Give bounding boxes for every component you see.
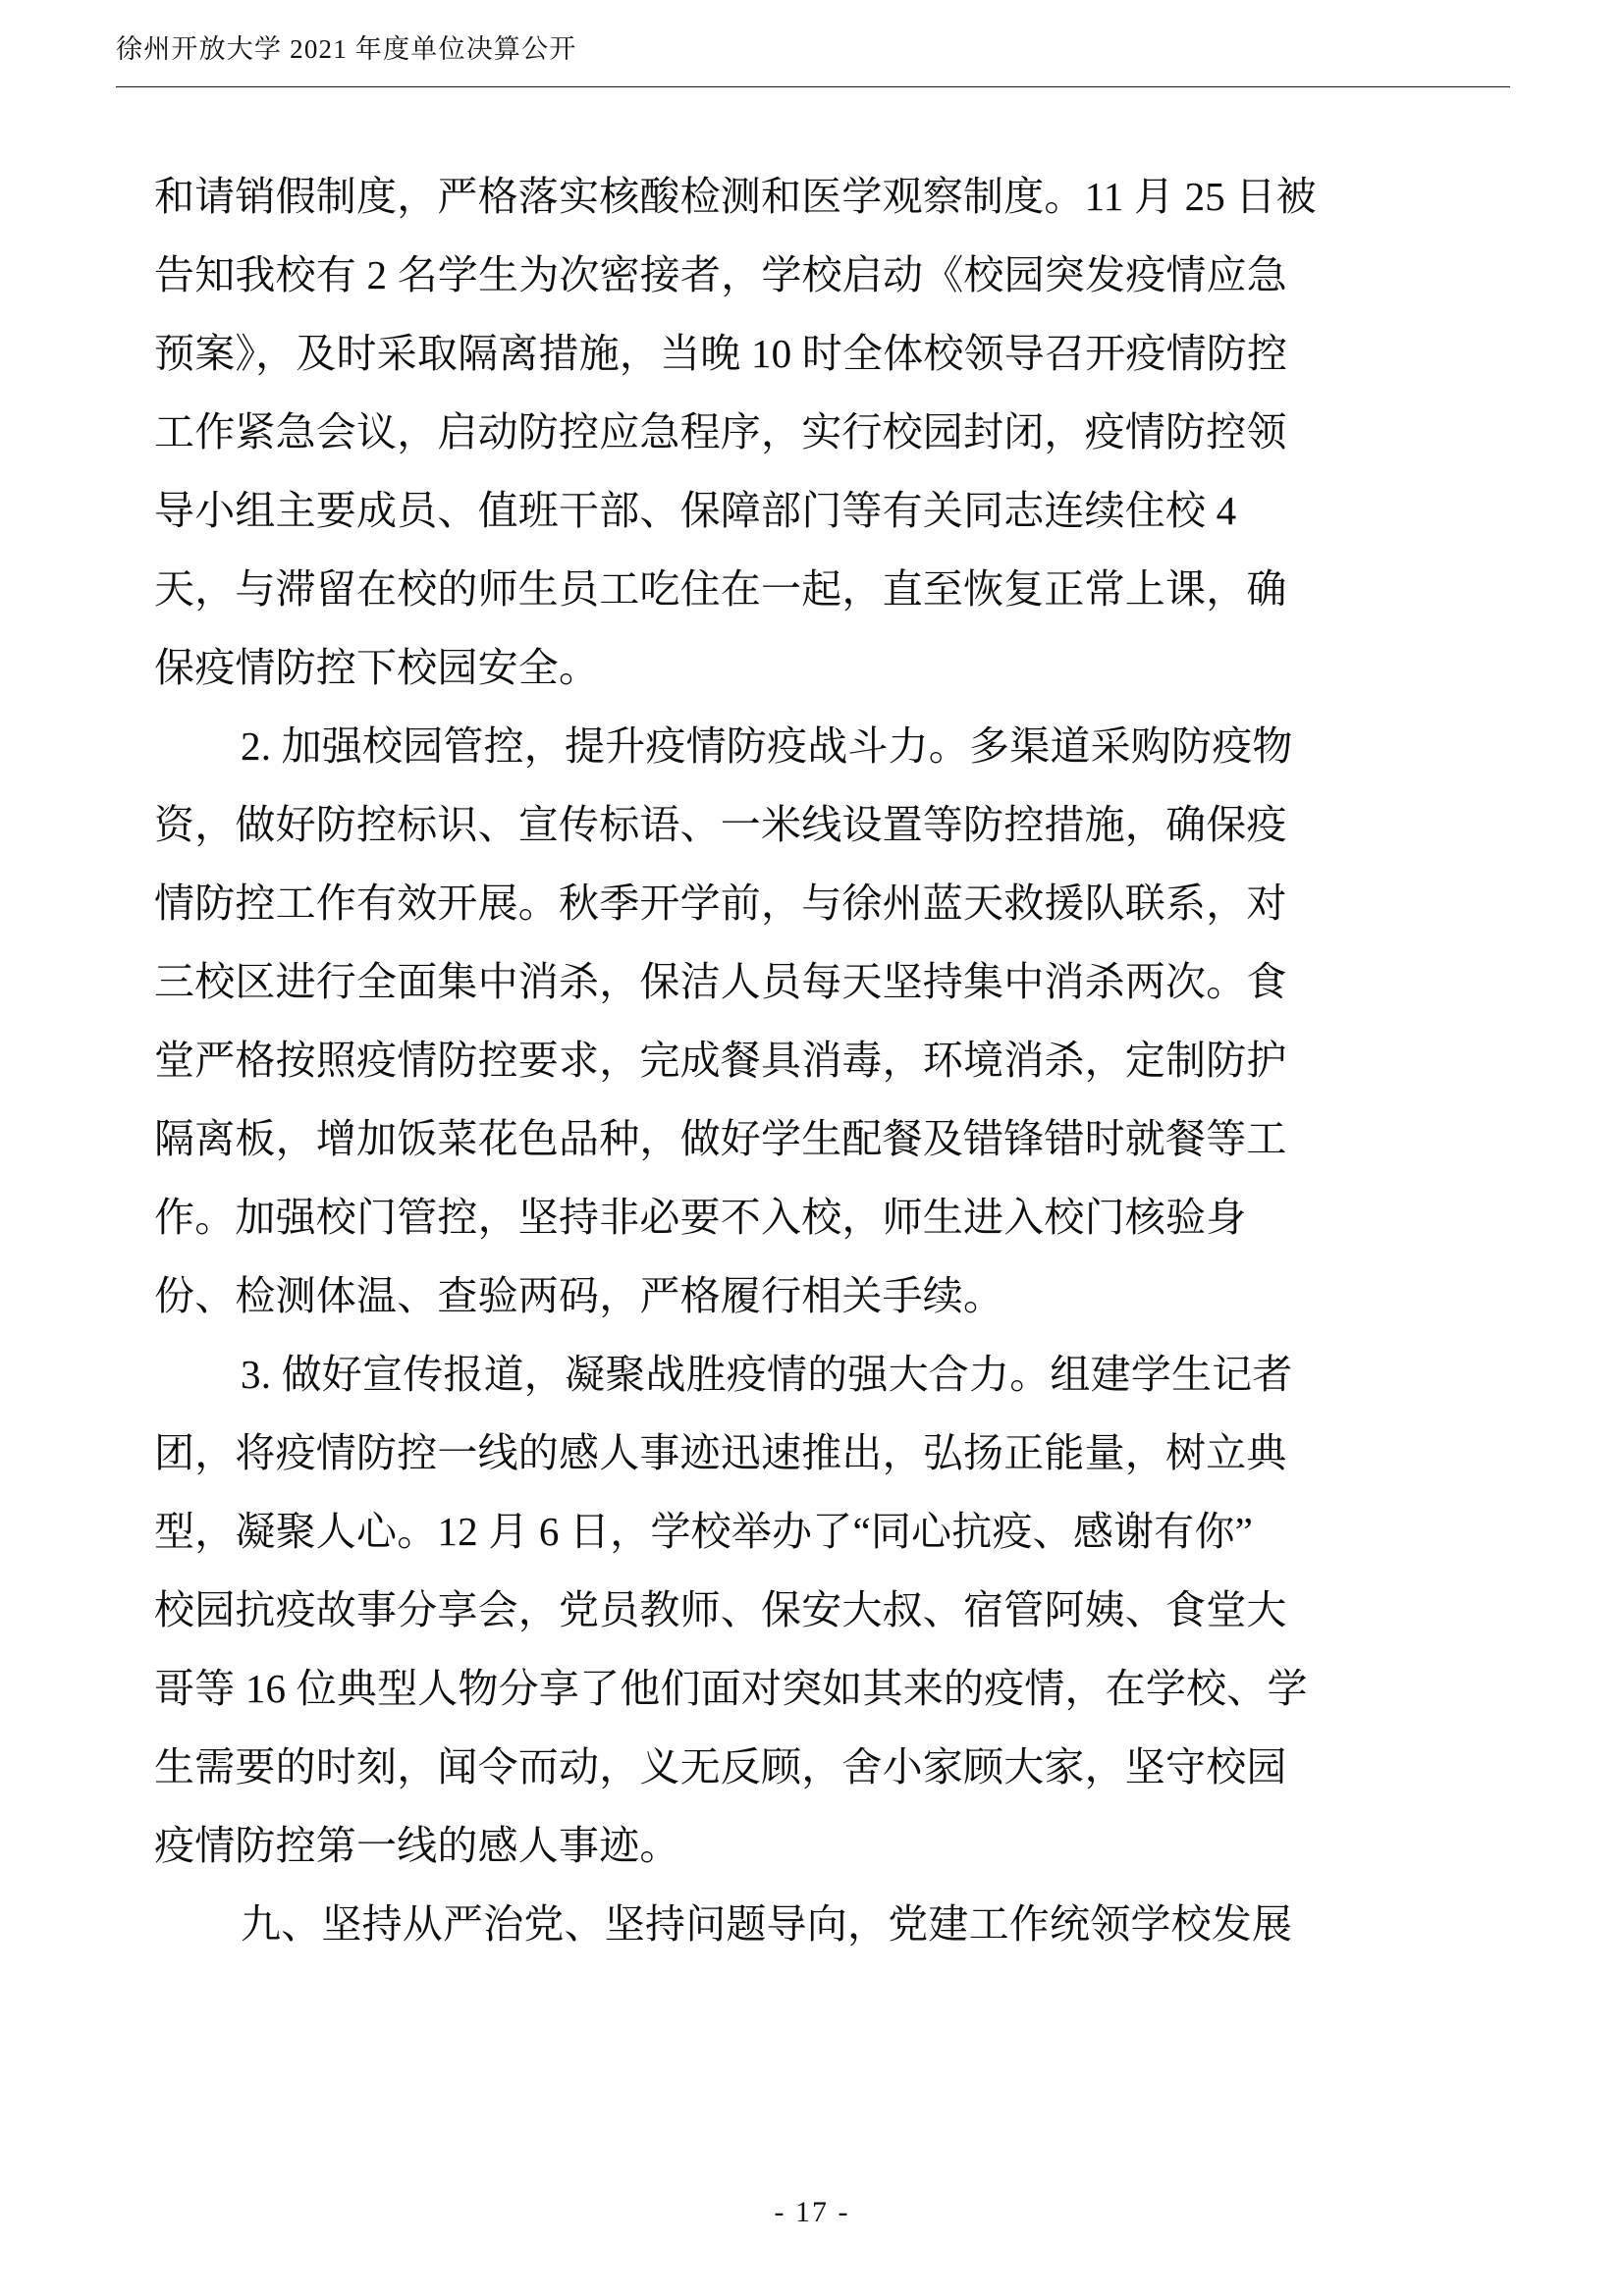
page-footer [0, 2196, 1624, 2229]
body-text-line: 疫情防控第一线的感人事迹。 [154, 1823, 680, 1868]
body-text-line: 生需要的时刻，闻令而动，义无反顾，舍小家顾大家，坚守校园 [154, 1744, 1287, 1789]
page-header [0, 0, 1624, 106]
body-text-line: 份、检测体温、查验两码，严格履行相关手续。 [154, 1273, 1004, 1318]
body-text-line: 团，将疫情防控一线的感人事迹迅速推出，弘扬正能量，树立典 [154, 1430, 1287, 1475]
body-text-line: 2. 加强校园管控，提升疫情防疫战斗力。多渠道采购防疫物 [241, 723, 1293, 769]
body-text-line: 天，与滞留在校的师生员工吃住在一起，直至恢复正常上课，确 [154, 566, 1287, 612]
body-text-line: 工作紧急会议，启动防控应急程序，实行校园封闭，疫情防控领 [154, 409, 1287, 454]
body-text-line: 哥等 16 位典型人物分享了他们面对突如其来的疫情，在学校、学 [154, 1666, 1308, 1711]
body-text-line: 堂严格按照疫情防控要求，完成餐具消毒，环境消杀，定制防护 [154, 1038, 1287, 1083]
body-text-line: 导小组主要成员、值班干部、保障部门等有关同志连续住校 4 [154, 488, 1237, 533]
document-body [0, 157, 1624, 1963]
body-text-line: 3. 做好宣传报道，凝聚战胜疫情的强大合力。组建学生记者 [241, 1352, 1293, 1397]
body-text-line: 预案》，及时采取隔离措施，当晚 10 时全体校领导召开疫情防控 [154, 331, 1288, 376]
body-text-line: 告知我校有 2 名学生为次密接者，学校启动《校园突发疫情应急 [154, 252, 1287, 297]
body-text-line: 保疫情防控下校园安全。 [154, 645, 600, 690]
body-text-line: 隔离板，增加饭菜花色品种，做好学生配餐及错锋错时就餐等工 [154, 1116, 1287, 1161]
body-text-line: 资，做好防控标识、宣传标语、一米线设置等防控措施，确保疫 [154, 802, 1287, 847]
header-divider [116, 86, 1510, 87]
body-text-line: 型，凝聚人心。12 月 6 日，学校举办了“同心抗疫、感谢有你” [154, 1509, 1254, 1554]
body-text-line: 作。加强校门管控，坚持非必要不入校，师生进入校门核验身 [154, 1195, 1247, 1240]
header-title: 徐州开放大学 2021 年度单位决算公开 [116, 34, 577, 64]
body-text-line: 校园抗疫故事分享会，党员教师、保安大叔、宿管阿姨、食堂大 [154, 1587, 1287, 1632]
page-number: - 17 - [774, 2196, 850, 2228]
body-text-line: 和请销假制度，严格落实核酸检测和医学观察制度。11 月 25 日被 [154, 174, 1317, 219]
body-text-line: 三校区进行全面集中消杀，保洁人员每天坚持集中消杀两次。食 [154, 959, 1287, 1004]
body-text-line: 九、坚持从严治党、坚持问题导向，党建工作统领学校发展 [241, 1901, 1293, 1947]
body-text-line: 情防控工作有效开展。秋季开学前，与徐州蓝天救援队联系，对 [154, 881, 1287, 926]
